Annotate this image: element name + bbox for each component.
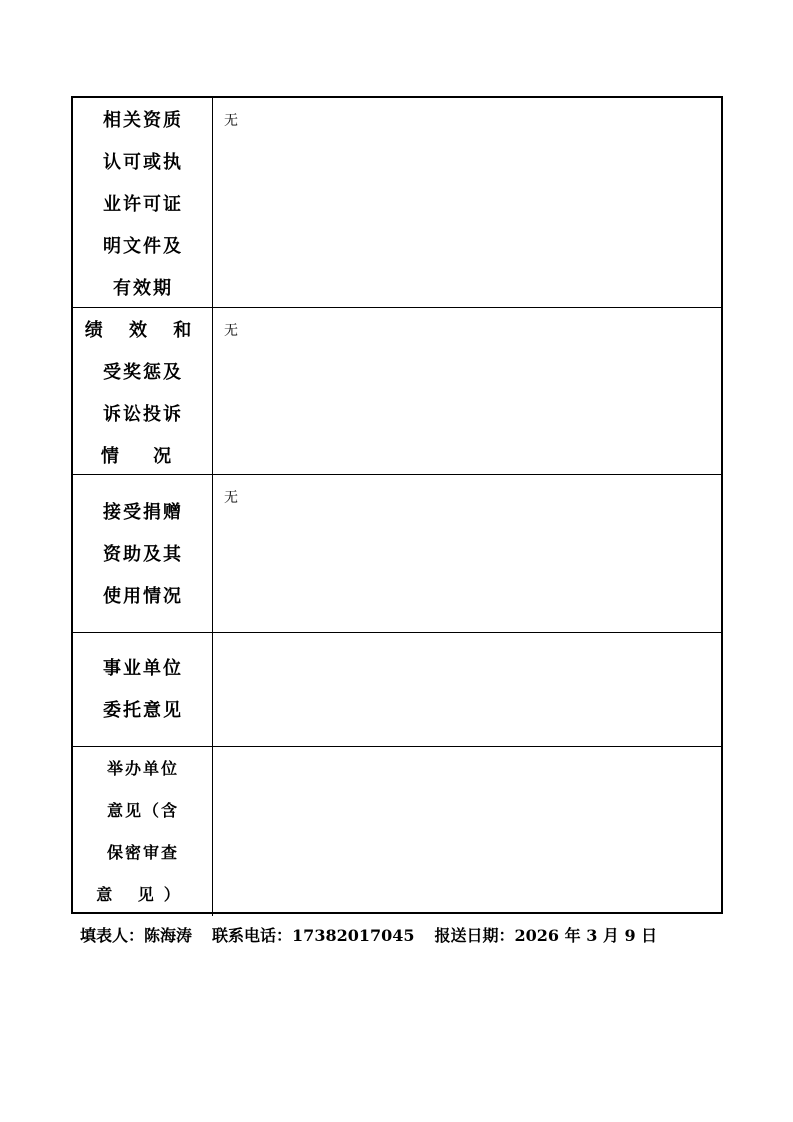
row-label-cell xyxy=(73,475,213,632)
row-label-cell xyxy=(73,308,213,474)
row-label-line: 情 况 xyxy=(100,446,186,467)
row-value-cell[interactable] xyxy=(214,475,721,632)
row-sponsor-opinion xyxy=(73,747,721,916)
row-label-line: 绩 效 和 xyxy=(84,320,202,341)
filler-name: 陈海涛 xyxy=(144,926,193,945)
row-value: 无 xyxy=(224,323,238,339)
row-label-cell xyxy=(73,633,213,746)
phone-label: 联系电话： xyxy=(212,926,293,945)
row-label-line: 意见（含 xyxy=(106,801,179,820)
row-value-cell[interactable] xyxy=(214,747,721,916)
info-form-table xyxy=(71,96,723,914)
row-label-line: 受奖惩及 xyxy=(103,362,183,383)
row-label-line: 资助及其 xyxy=(103,544,183,565)
form-footer xyxy=(80,926,657,946)
row-label-line: 举办单位 xyxy=(106,759,179,778)
row-qualifications xyxy=(73,98,721,308)
row-label-line: 接受捐赠 xyxy=(103,502,183,523)
row-label-line: 相关资质 xyxy=(103,110,183,131)
row-label-line: 保密审查 xyxy=(106,843,179,862)
row-label-line: 明文件及 xyxy=(103,236,183,257)
row-label-cell xyxy=(73,98,213,307)
row-label-line: 诉讼投诉 xyxy=(103,404,183,425)
row-value: 无 xyxy=(224,490,238,506)
row-label-line: 委托意见 xyxy=(103,700,183,721)
phone-number: 17382017045 xyxy=(292,926,415,945)
row-value-cell[interactable] xyxy=(214,308,721,474)
row-label-line: 意 见） xyxy=(96,885,190,904)
row-label-line: 使用情况 xyxy=(103,586,183,607)
row-label-line: 事业单位 xyxy=(103,658,183,679)
date-label: 报送日期： xyxy=(434,926,515,945)
row-label-line: 业许可证 xyxy=(103,194,183,215)
report-date: 2026 年 3 月 9 日 xyxy=(514,926,658,945)
row-label-line: 有效期 xyxy=(113,278,173,299)
row-label-cell xyxy=(73,747,213,916)
filler-label: 填表人： xyxy=(80,926,145,945)
row-value: 无 xyxy=(224,113,238,129)
row-value-cell[interactable] xyxy=(214,98,721,307)
row-value-cell[interactable] xyxy=(214,633,721,746)
row-performance xyxy=(73,308,721,475)
row-label-line: 认可或执 xyxy=(103,152,183,173)
row-donations xyxy=(73,475,721,633)
row-entrust-opinion xyxy=(73,633,721,747)
